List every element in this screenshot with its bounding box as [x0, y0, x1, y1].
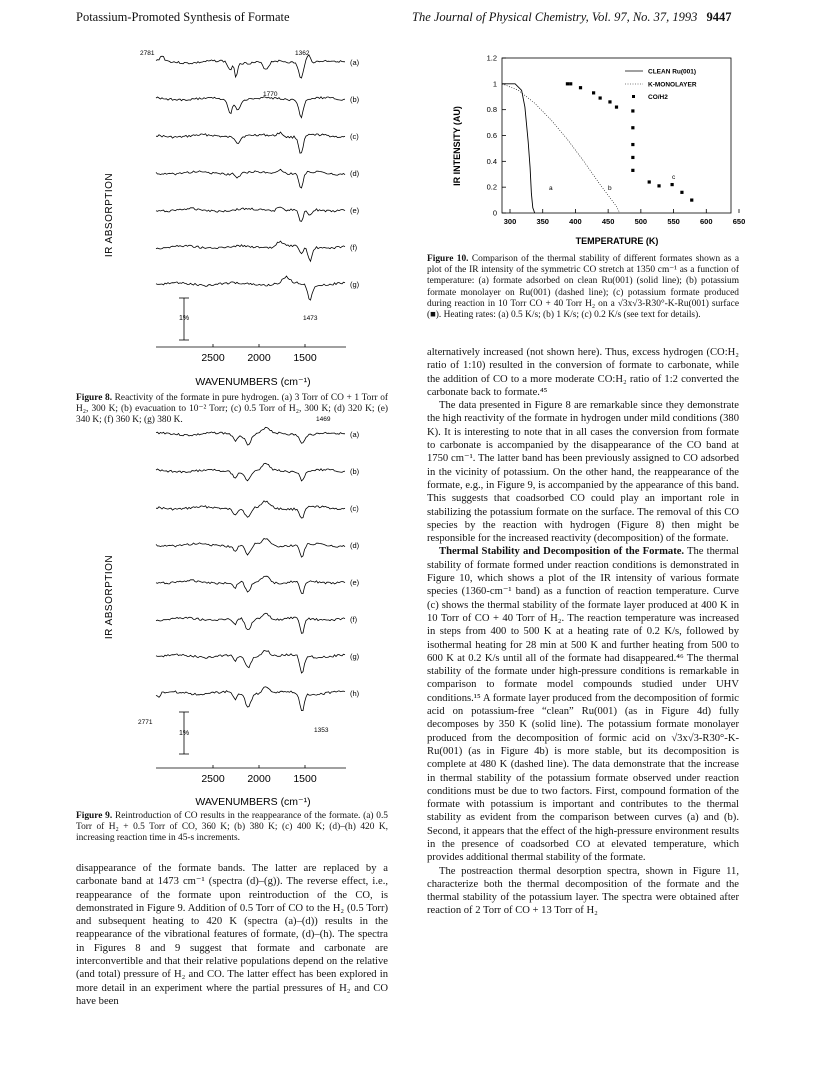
figure-9-trace-labels — [350, 430, 360, 698]
legend — [625, 69, 697, 102]
running-header-journal — [412, 10, 732, 25]
trace-label: (a) — [350, 430, 360, 439]
x-axis — [156, 344, 346, 347]
spectrum-trace — [156, 539, 345, 558]
spectrum-trace — [156, 132, 345, 153]
journal-citation: The Journal of Physical Chemistry, Vol. 97, No. 37, 1993 — [412, 10, 698, 24]
spectrum-trace — [156, 463, 345, 481]
spectrum-trace — [156, 241, 345, 261]
y-ticks — [487, 54, 506, 218]
paragraph: disappearance of the formate bands. The latter are replaced by a carbonate band at 1473 cm⁻¹ (spectra (d)–(g)). The reverse effect, i.e., reappearance of the formate upon reintroduction of the CO, is demonstrated in Figure 9. Addition of 0.5 Torr of CO to the H₂ (0.5 Torr) and subsequent heating to 420 K (spectra (a)–(d)) results in the reappearance of the vibrational features of formate, (d)–(h). The spectra in Figures 8 and 9 suggest that formate and carbonate are interconvertible and that their relative populations depend on the relative (and total) pressure of H₂ and CO. The latter effect has been explored in more detail in an experiment where the partial pressures of H₂ and CO have been — [76, 863, 388, 1007]
curve-label-c: c — [672, 174, 676, 181]
paragraph: The postreaction thermal desorption spectra, shown in Figure 11, characterize both the thermal decomposition of the formate and the thermal stability of the potassium layer. The spectra were obtained after reaction of 2 Torr of CO + 13 Torr of H₂ — [427, 865, 739, 917]
trace-label: (c) — [350, 504, 359, 513]
x-tick-label: 450 — [601, 217, 615, 226]
trace-label: (e) — [350, 578, 360, 587]
curve-label-a: a — [549, 185, 553, 192]
x-axis-label: TEMPERATURE (K) — [575, 236, 659, 246]
trace-label: (d) — [350, 541, 360, 550]
co-h2-point — [671, 183, 674, 186]
x-tick: 1500 — [293, 773, 317, 785]
curve-label-b: b — [608, 185, 612, 192]
co-h2-point — [648, 180, 651, 183]
figure-10-caption — [427, 254, 739, 321]
spectrum-trace — [156, 613, 345, 633]
figure-9-traces — [156, 427, 345, 710]
figure-8-traces — [156, 55, 345, 300]
spectrum-trace — [156, 687, 345, 711]
x-tick-label: 350 — [536, 217, 549, 226]
y-axis-label: IR ABSORPTION — [104, 172, 115, 258]
y-axis-label: IR INTENSITY (AU) — [452, 106, 462, 186]
figure-8-spectra — [88, 40, 384, 390]
caption-number: Figure 9. — [76, 811, 113, 821]
y-tick-label: 1.2 — [486, 53, 497, 63]
figure-9-spectra — [88, 412, 384, 808]
trace-label: (b) — [350, 95, 360, 104]
trace-label: (f) — [350, 243, 358, 252]
caption-text: Comparison of the thermal stability of different formates shown as a plot of the IR intensity of the symmetric CO stretch at 1350 cm⁻¹ as a function of temperature: (a) formate adsorbed on clean Ru(001) (solid line); (b) potassium formate monolayer on Ru(001) (dashed line); (c) potassium formate produced during reaction in 10 Torr CO + 40 Torr H₂ on a √3x√3-R30°-K-Ru(001) surface (■). Heating rates: (a) 0.5 K/s; (b) 1 K/s; (c) 0.2 K/s (see text for details). — [427, 254, 740, 321]
legend-entry: CO/H2 — [648, 94, 668, 101]
peak-label-1362: 1362 — [295, 50, 310, 57]
y-tick-label: 0.6 — [486, 131, 497, 140]
x-tick-label: 500 — [634, 217, 648, 226]
k-monolayer-line — [502, 84, 620, 213]
trace-label: (h) — [350, 689, 360, 698]
spectrum-trace — [156, 501, 345, 518]
x-axis — [156, 765, 346, 768]
spectrum-trace — [156, 97, 345, 118]
co-h2-point — [690, 198, 693, 201]
peak-label-1469: 1469 — [316, 416, 331, 423]
peak-label-1353: 1353 — [314, 727, 329, 734]
co-h2-point — [615, 105, 618, 108]
trace-label: (b) — [350, 467, 360, 476]
page-number: 9447 — [706, 10, 732, 24]
spectrum-trace — [156, 207, 345, 221]
x-tick-label: 550 — [667, 217, 680, 226]
figure-10-chart — [440, 48, 746, 248]
co-h2-point — [631, 169, 634, 172]
plot-frame — [502, 58, 731, 213]
y-tick-label: 0.8 — [486, 105, 497, 115]
co-h2-point — [608, 100, 611, 103]
spectrum-trace — [156, 169, 345, 188]
paragraph: The data presented in Figure 8 are remarkable since they demonstrate the high reactivity of the formate in hydrogen under mild conditions (380 K). It is interesting to note that in all cases the conversion from formate to carbonate is accompanied by the disappearance of the CO band at 1750 cm⁻¹. The latter band has been previously assigned to CO adsorbed in the vicinity of potassium. On the other hand, the reappearance of the formate, e.g., in Figure 9, is accompanied by the appearance of this band. This suggests that coadsorbed CO could play an important role in stabilizing the potassium formate on the surface. The removal of this CO species by the reaction with hydrogen (Figure 8) then might be responsible for the increased reactivity (decomposition) of the formate. — [427, 400, 739, 545]
x-tick: 2000 — [247, 773, 271, 785]
x-tick: 2000 — [247, 352, 271, 364]
co-h2-point — [592, 91, 595, 94]
spectrum-trace — [156, 55, 345, 78]
x-ticks — [504, 209, 746, 226]
figure-9-caption — [76, 811, 388, 845]
peak-label-1473: 1473 — [303, 315, 318, 322]
paragraph-body: The thermal stability of formate formed under reaction conditions is demonstrated in Figure 10, which shows a plot of the IR intensity of various formate species (1360-cm⁻¹ band) as a function of reaction temperature. Curve (c) shows the thermal stability of the formate layer produced at 400 K in 10 Torr of CO + 40 Torr of H₂. The reaction temperature was increased in steps from 400 to 500 K at a heating rate of 0.2 K/s, followed by isothermal heating for 28 min at 500 K and further heating from 500 to 600 K at 0.2 K/s until all of the formate had disappeared.⁴⁶ The thermal stability of the formate under high-pressure conditions is remarkable in comparison to formate model compounds studied under UHV conditions.¹⁵ A formate layer produced from the decomposition of formic acid on potassium-free “clean” Ru(001) (as in Figure 4d) fully decomposes by 350 K (solid line). The potassium formate monolayer produced from the decomposition of formic acid on √3x√3-R30°-K-Ru(001) (as in Figure 4b) is more stable, but its decomposition is complete at 480 K (dashed line). The data demonstrate that the increase in thermal stability of the potassium formate observed under reaction conditions must be due to two factors. First, compound formation of the formate with potassium is important and contributes to the thermal stability as evident from the comparison between curves (a) and (b). Second, it appears that the effect of the high-pressure environment results in the presence of coadsorbed CO at elevated temperature, which provides additional thermal stability of the formate. — [427, 546, 739, 864]
y-axis-label: IR ABSORPTION — [104, 554, 115, 640]
clean-ru-line — [502, 84, 535, 213]
trace-label: (c) — [350, 132, 359, 141]
caption-number: Figure 10. — [427, 254, 469, 264]
trace-label: (a) — [350, 58, 360, 67]
x-tick-label: 650 — [732, 217, 746, 226]
spectrum-trace — [156, 651, 345, 674]
legend-entry: CLEAN Ru(001) — [648, 68, 697, 76]
peak-label-1770: 1770 — [263, 91, 278, 98]
co-h2-point — [599, 96, 602, 99]
x-tick: 1500 — [293, 352, 317, 364]
scale-label: 1% — [179, 730, 190, 737]
paragraph — [427, 545, 739, 864]
trace-label: (e) — [350, 206, 360, 215]
y-tick-label: 0.2 — [486, 182, 497, 192]
peak-label-2781: 2781 — [140, 50, 155, 57]
co-h2-point — [631, 126, 634, 129]
paragraph: alternatively increased (not shown here). Thus, excess hydrogen (CO:H₂ ratio of 1:10) resulted in the conversion of formate to carbonate, while the addition of CO to a more moderate CO:H₂ ratio of 1:2 converted the carbonate back to formate.⁴⁵ — [427, 347, 739, 398]
x-axis-label: WAVENUMBERS (cm⁻¹) — [195, 376, 311, 388]
running-header-title: Potassium-Promoted Synthesis of Formate — [76, 10, 290, 24]
trace-label: (g) — [350, 280, 360, 289]
left-column-text — [76, 862, 388, 1008]
trace-label: (d) — [350, 169, 360, 178]
spectrum-trace — [156, 576, 345, 593]
section-heading: Thermal Stability and Decomposition of the Formate. — [439, 546, 685, 558]
co-h2-point — [631, 156, 634, 159]
legend-swatch-square — [632, 95, 635, 98]
y-tick-label: 1 — [492, 79, 497, 89]
x-tick-label: 300 — [503, 217, 517, 226]
caption-text: Reintroduction of CO results in the reappearance of the formate. (a) 0.5 Torr of H₂ + 0.5 Torr of CO, 360 K; (b) 380 K; (c) 400 K; (d)–(h) 420 K, increasing reaction time in 45-s increments. — [76, 811, 388, 844]
x-tick-label: 400 — [569, 217, 582, 226]
x-axis-label: WAVENUMBERS (cm⁻¹) — [195, 796, 311, 808]
x-tick: 2500 — [201, 773, 225, 785]
co-h2-point — [569, 82, 572, 85]
x-tick: 2500 — [201, 352, 225, 364]
co-h2-point — [631, 109, 634, 112]
figure-8-trace-labels — [350, 58, 360, 289]
y-tick-label: 0.4 — [486, 156, 497, 166]
spectrum-trace — [156, 276, 345, 300]
co-h2-point — [566, 82, 569, 85]
trace-label: (f) — [350, 615, 358, 624]
co-h2-point — [657, 184, 660, 187]
caption-number: Figure 8. — [76, 393, 113, 403]
trace-label: (g) — [350, 652, 360, 661]
right-column-text — [427, 346, 739, 918]
legend-entry: K-MONOLAYER — [648, 81, 697, 89]
peak-label-2771: 2771 — [138, 719, 153, 726]
data-series — [502, 82, 693, 213]
co-h2-point — [680, 191, 683, 194]
scale-label: 1% — [179, 315, 190, 322]
x-tick-label: 600 — [700, 217, 713, 226]
caption-text: Reactivity of the formate in pure hydrogen. (a) 3 Torr of CO + 1 Torr of H₂, 300 K; (b) evacuation to 10⁻² Torr; (c) 0.5 Torr of H₂, 300 K; (d) 320 K; (e) 340 K; (f) 360 K; (g) 380 K. — [76, 393, 388, 426]
spectrum-trace — [156, 427, 345, 445]
co-h2-point — [579, 86, 582, 89]
y-tick-label: 0 — [492, 208, 497, 218]
co-h2-point — [631, 143, 634, 146]
